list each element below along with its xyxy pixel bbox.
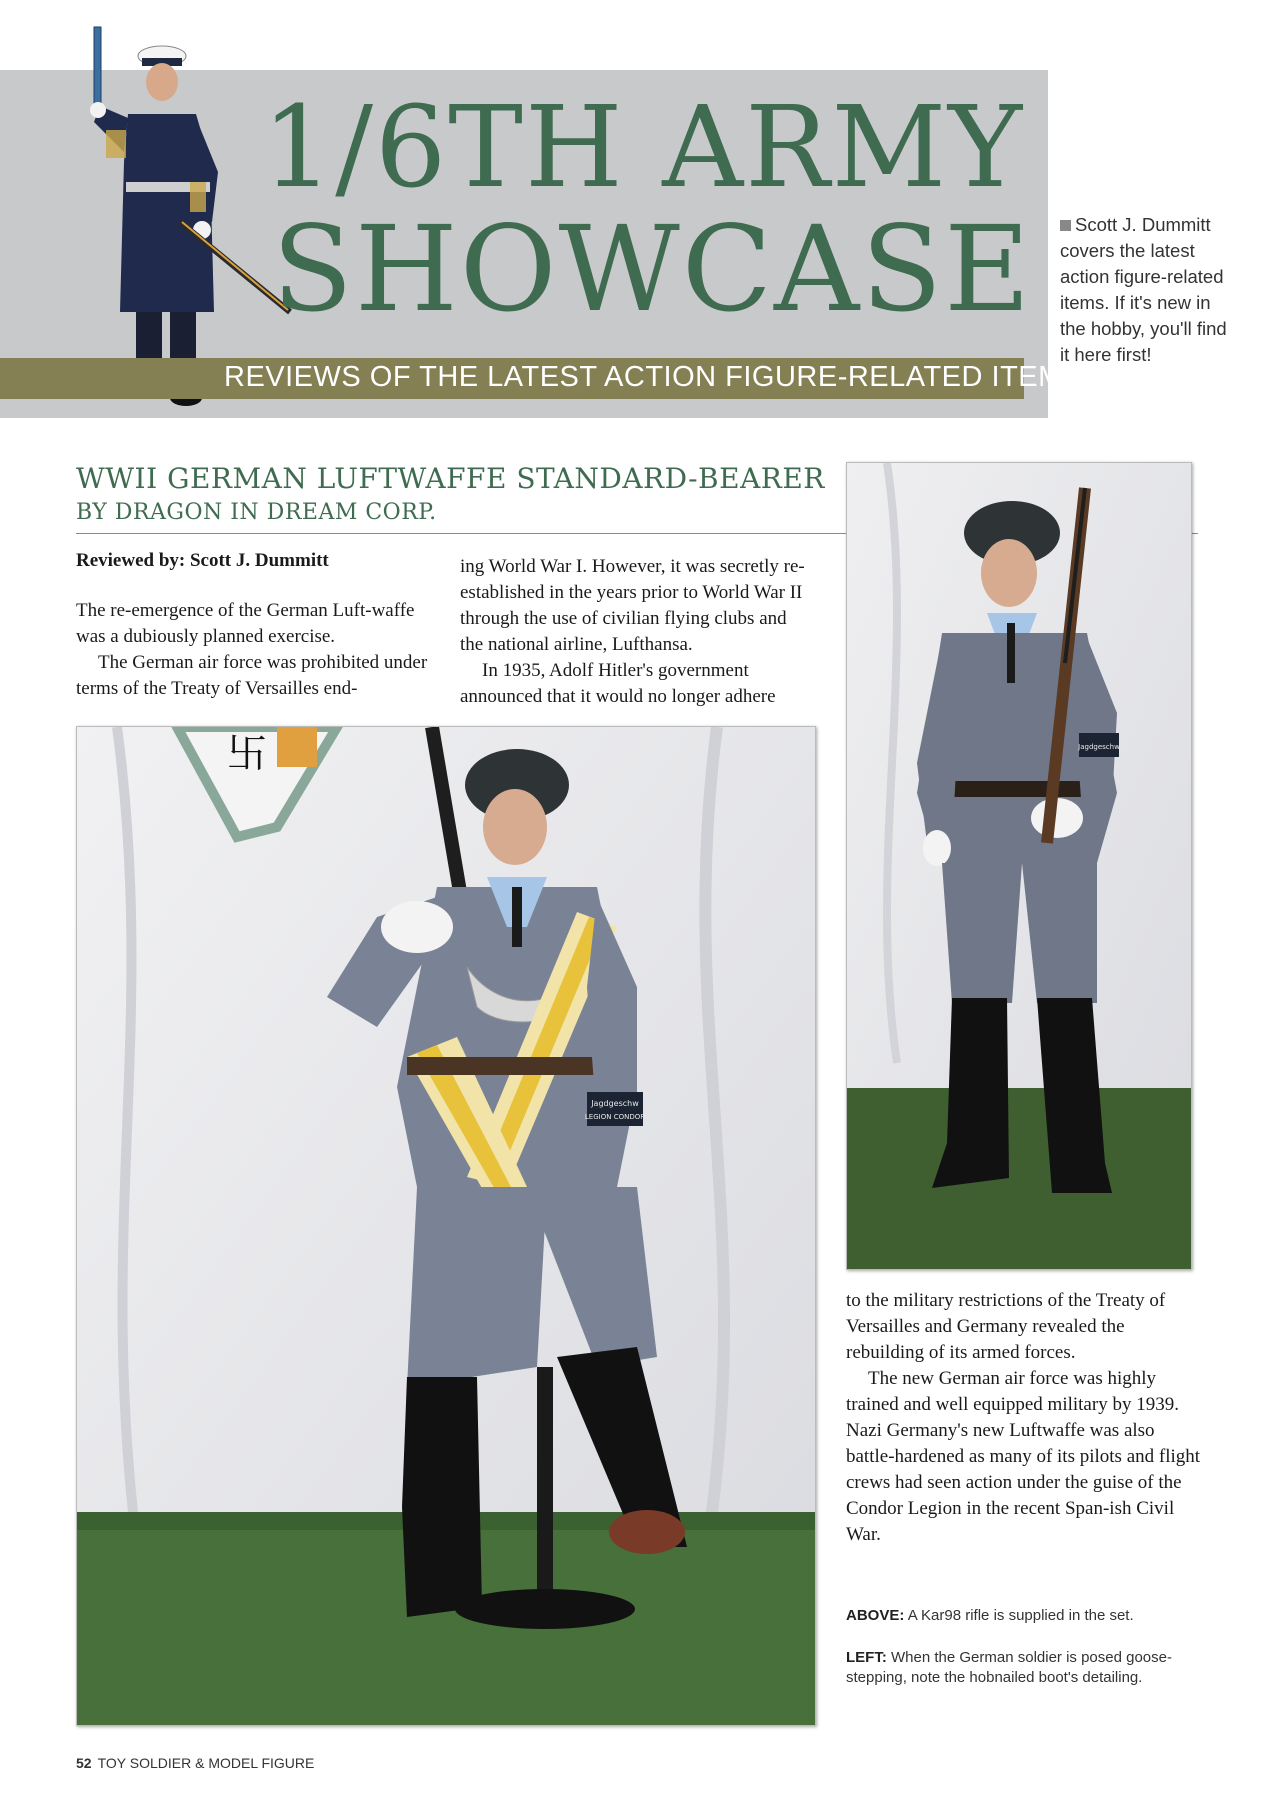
left-boot <box>402 1377 482 1617</box>
caption-left <box>846 1648 1202 1688</box>
paragraph: The German air force was prohibited under terms of the Treaty of Versailles end- <box>76 652 428 699</box>
display-stand-post <box>537 1367 553 1607</box>
baton <box>94 27 101 105</box>
body-column-3 <box>846 1288 1202 1548</box>
display-stand-base <box>455 1589 635 1629</box>
officer-figure-illustration <box>70 22 300 412</box>
standard-bearer-photo <box>76 726 816 1726</box>
body-column-2 <box>460 554 806 710</box>
rifleman-photo <box>846 462 1192 1270</box>
publication-name: TOY SOLDIER & MODEL FIGURE <box>97 1755 315 1771</box>
reviewer-byline: Reviewed by: Scott J. Dummitt <box>76 550 329 571</box>
article-subtitle: BY DRAGON IN DREAM CORP. <box>76 500 437 525</box>
caption-text: When the German soldier is posed goose-stepping, note the hobnailed boot's detailing. <box>846 1649 1172 1686</box>
caption-label: ABOVE: <box>846 1607 905 1624</box>
intro-text: Scott J. Dummitt covers the latest action figure-related items. If it's new in the hobby, you'll find it here first! <box>1060 214 1227 365</box>
cuff-title-text: Jagdgeschw <box>1078 743 1120 751</box>
cuff-title-text: LEGION CONDOR <box>584 1113 646 1121</box>
paragraph: The re-emergence of the German Luft-waffe was a dubiously planned exercise. <box>76 600 415 647</box>
svg-text:卐: 卐 <box>227 731 267 777</box>
page-number: 52 <box>76 1755 92 1771</box>
paragraph: ing World War I. However, it was secretly re-established in the years prior to World War II through the use of civilian flying clubs and the national airline, Lufthansa. <box>460 556 805 655</box>
white-glove <box>381 901 453 953</box>
page-footer <box>76 1755 314 1771</box>
header-title-line-2: SHOWCASE <box>272 200 1033 338</box>
cuff-title-text: Jagdgeschw <box>591 1099 639 1108</box>
caption-above <box>846 1606 1202 1626</box>
header-subtitle: REVIEWS OF THE LATEST ACTION FIGURE-RELATED ITEMS <box>224 361 1083 393</box>
body-column-1 <box>76 598 428 702</box>
bullet-square-icon <box>1060 220 1071 231</box>
paragraph: to the military restrictions of the Treaty of Versailles and Germany revealed the rebuilding of its armed forces. <box>846 1290 1166 1363</box>
caption-label: LEFT: <box>846 1649 887 1666</box>
article-title: WWII GERMAN LUFTWAFFE STANDARD-BEARER <box>76 462 825 495</box>
header-title-line-1: 1/6TH ARMY <box>262 83 1025 213</box>
intro-blurb <box>1060 212 1240 368</box>
paragraph: In 1935, Adolf Hitler's government announced that it would no longer adhere <box>460 660 776 707</box>
paragraph: The new German air force was highly trained and well equipped military by 1939. Nazi Germany's new Luftwaffe was also battle-hardened as many of its pilots and flight crews had seen action under the guise of the Condor Legion in the recent Span-ish Civil War. <box>846 1368 1201 1545</box>
caption-text: A Kar98 rifle is supplied in the set. <box>907 1607 1134 1624</box>
